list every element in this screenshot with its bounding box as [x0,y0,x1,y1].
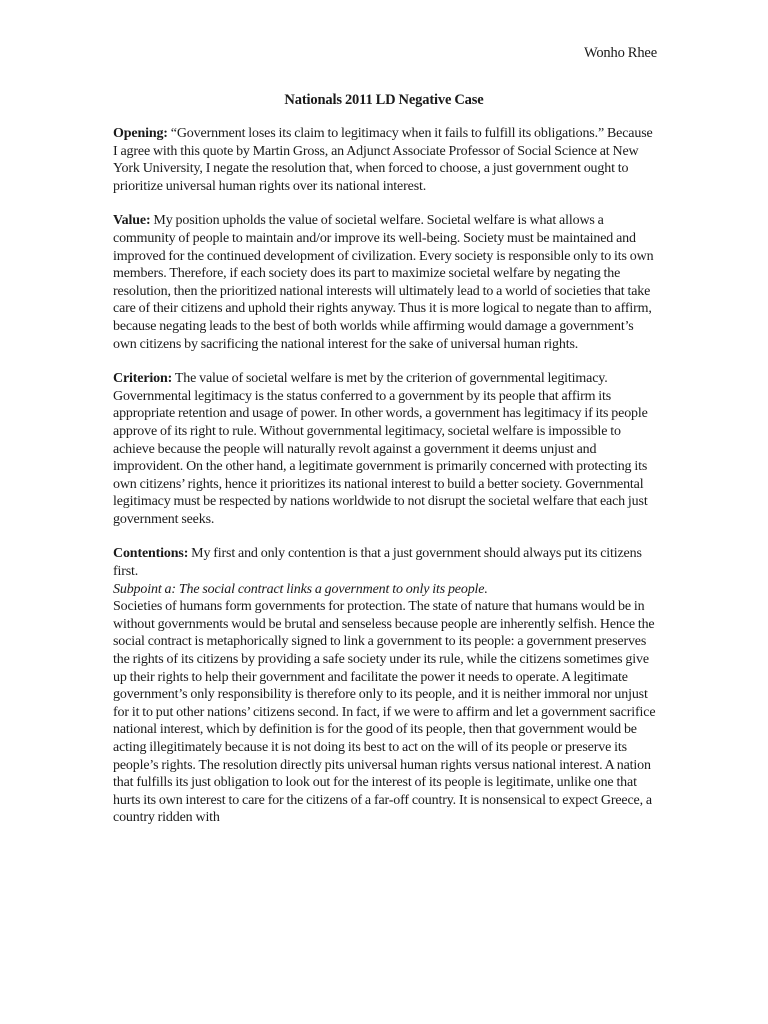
opening-text: “Government loses its claim to legitimacy when it fails to fulfill its obligations.” Because I agree with this quote by Martin Gross, an Adjunct Associate Professor of Social Science at New York University, I negate the resolution that, when forced to choose, a just government ought to prioritize universal human rights over its national interest. [113,126,653,194]
opening-label: Opening: [113,126,168,141]
criterion-text: The value of societal welfare is met by the criterion of governmental legitimacy. Governmental legitimacy is the status conferred to a government by its people that affirm its appropriate retention and usage of power. In other words, a government has legitimacy if its people approve of its right to rule. Without governmental legitimacy, societal welfare is impossible to achieve because the people will naturally revolt against a government it deems unjust and improvident. On the other hand, a legitimate government is primarily concerned with protecting its own citizens’ rights, hence it prioritizes its national interest to build a better society. Governmental legitimacy must be respected by nations worldwide to not disrupt the societal welfare that each just government seeks. [113,371,648,527]
document-body [113,125,659,844]
value-label: Value: [113,213,151,229]
author-name: Wonho Rhee [583,45,657,61]
contentions-intro [113,545,659,580]
opening-paragraph [113,125,659,195]
criterion-label: Criterion: [113,371,173,387]
contentions-text: My first and only contention is that a just government should always put its citizens first. [113,546,642,580]
contentions-label: Contentions: [113,546,189,562]
contentions-section [113,545,659,827]
subpoint-a-heading: Subpoint a: The social contract links a government to only its people. [113,581,488,597]
value-text: My position upholds the value of societal welfare. Societal welfare is what allows a community of people to maintain and/or improve its well-being. Society must be maintained and improved for the continued development of civilization. Every society is responsible only to its own members. Therefore, if each society does its part to maximize societal welfare by negating the resolution, then the prioritized national interests will ultimately lead to a world of societies that take care of their citizens and uphold their rights anyway. Thus it is more logical to negate than to affirm, because negating leads to the best of both worlds while affirming would damage a government’s own citizens by sacrificing the national interest for the sake of universal human rights. [113,213,654,352]
document-title: Nationals 2011 LD Negative Case [284,92,484,108]
value-paragraph [113,212,659,353]
criterion-paragraph [113,370,659,528]
subpoint-a-body: Societies of humans form governments for protection. The state of nature that humans would be in without governments would be brutal and senseless because people are inherently selfish. Hence the social contract is metaphorically signed to link a government to its people: a government preserves the rights of its citizens by providing a safe society under its rule, while the citizens sometimes give up their rights to help their government and facilitate the power it needs to operate. A legitimate government’s only responsibility is therefore only to its people, and it is neither immoral nor unjust for it to put other nations’ citizens second. In fact, if we were to affirm and let a government sacrifice national interest, which by definition is for the good of its people, then that government would be acting illegitimately because it is not doing its best to act on the will of its people or preserve its people’s rights. The resolution directly pits universal human rights versus national interest. A nation that fulfills its just obligation to look out for the interest of its people is legitimate, unlike one that hurts its own interest to care for the citizens of a far-off country. It is nonsensical to expect Greece, a country ridden with [113,599,656,826]
